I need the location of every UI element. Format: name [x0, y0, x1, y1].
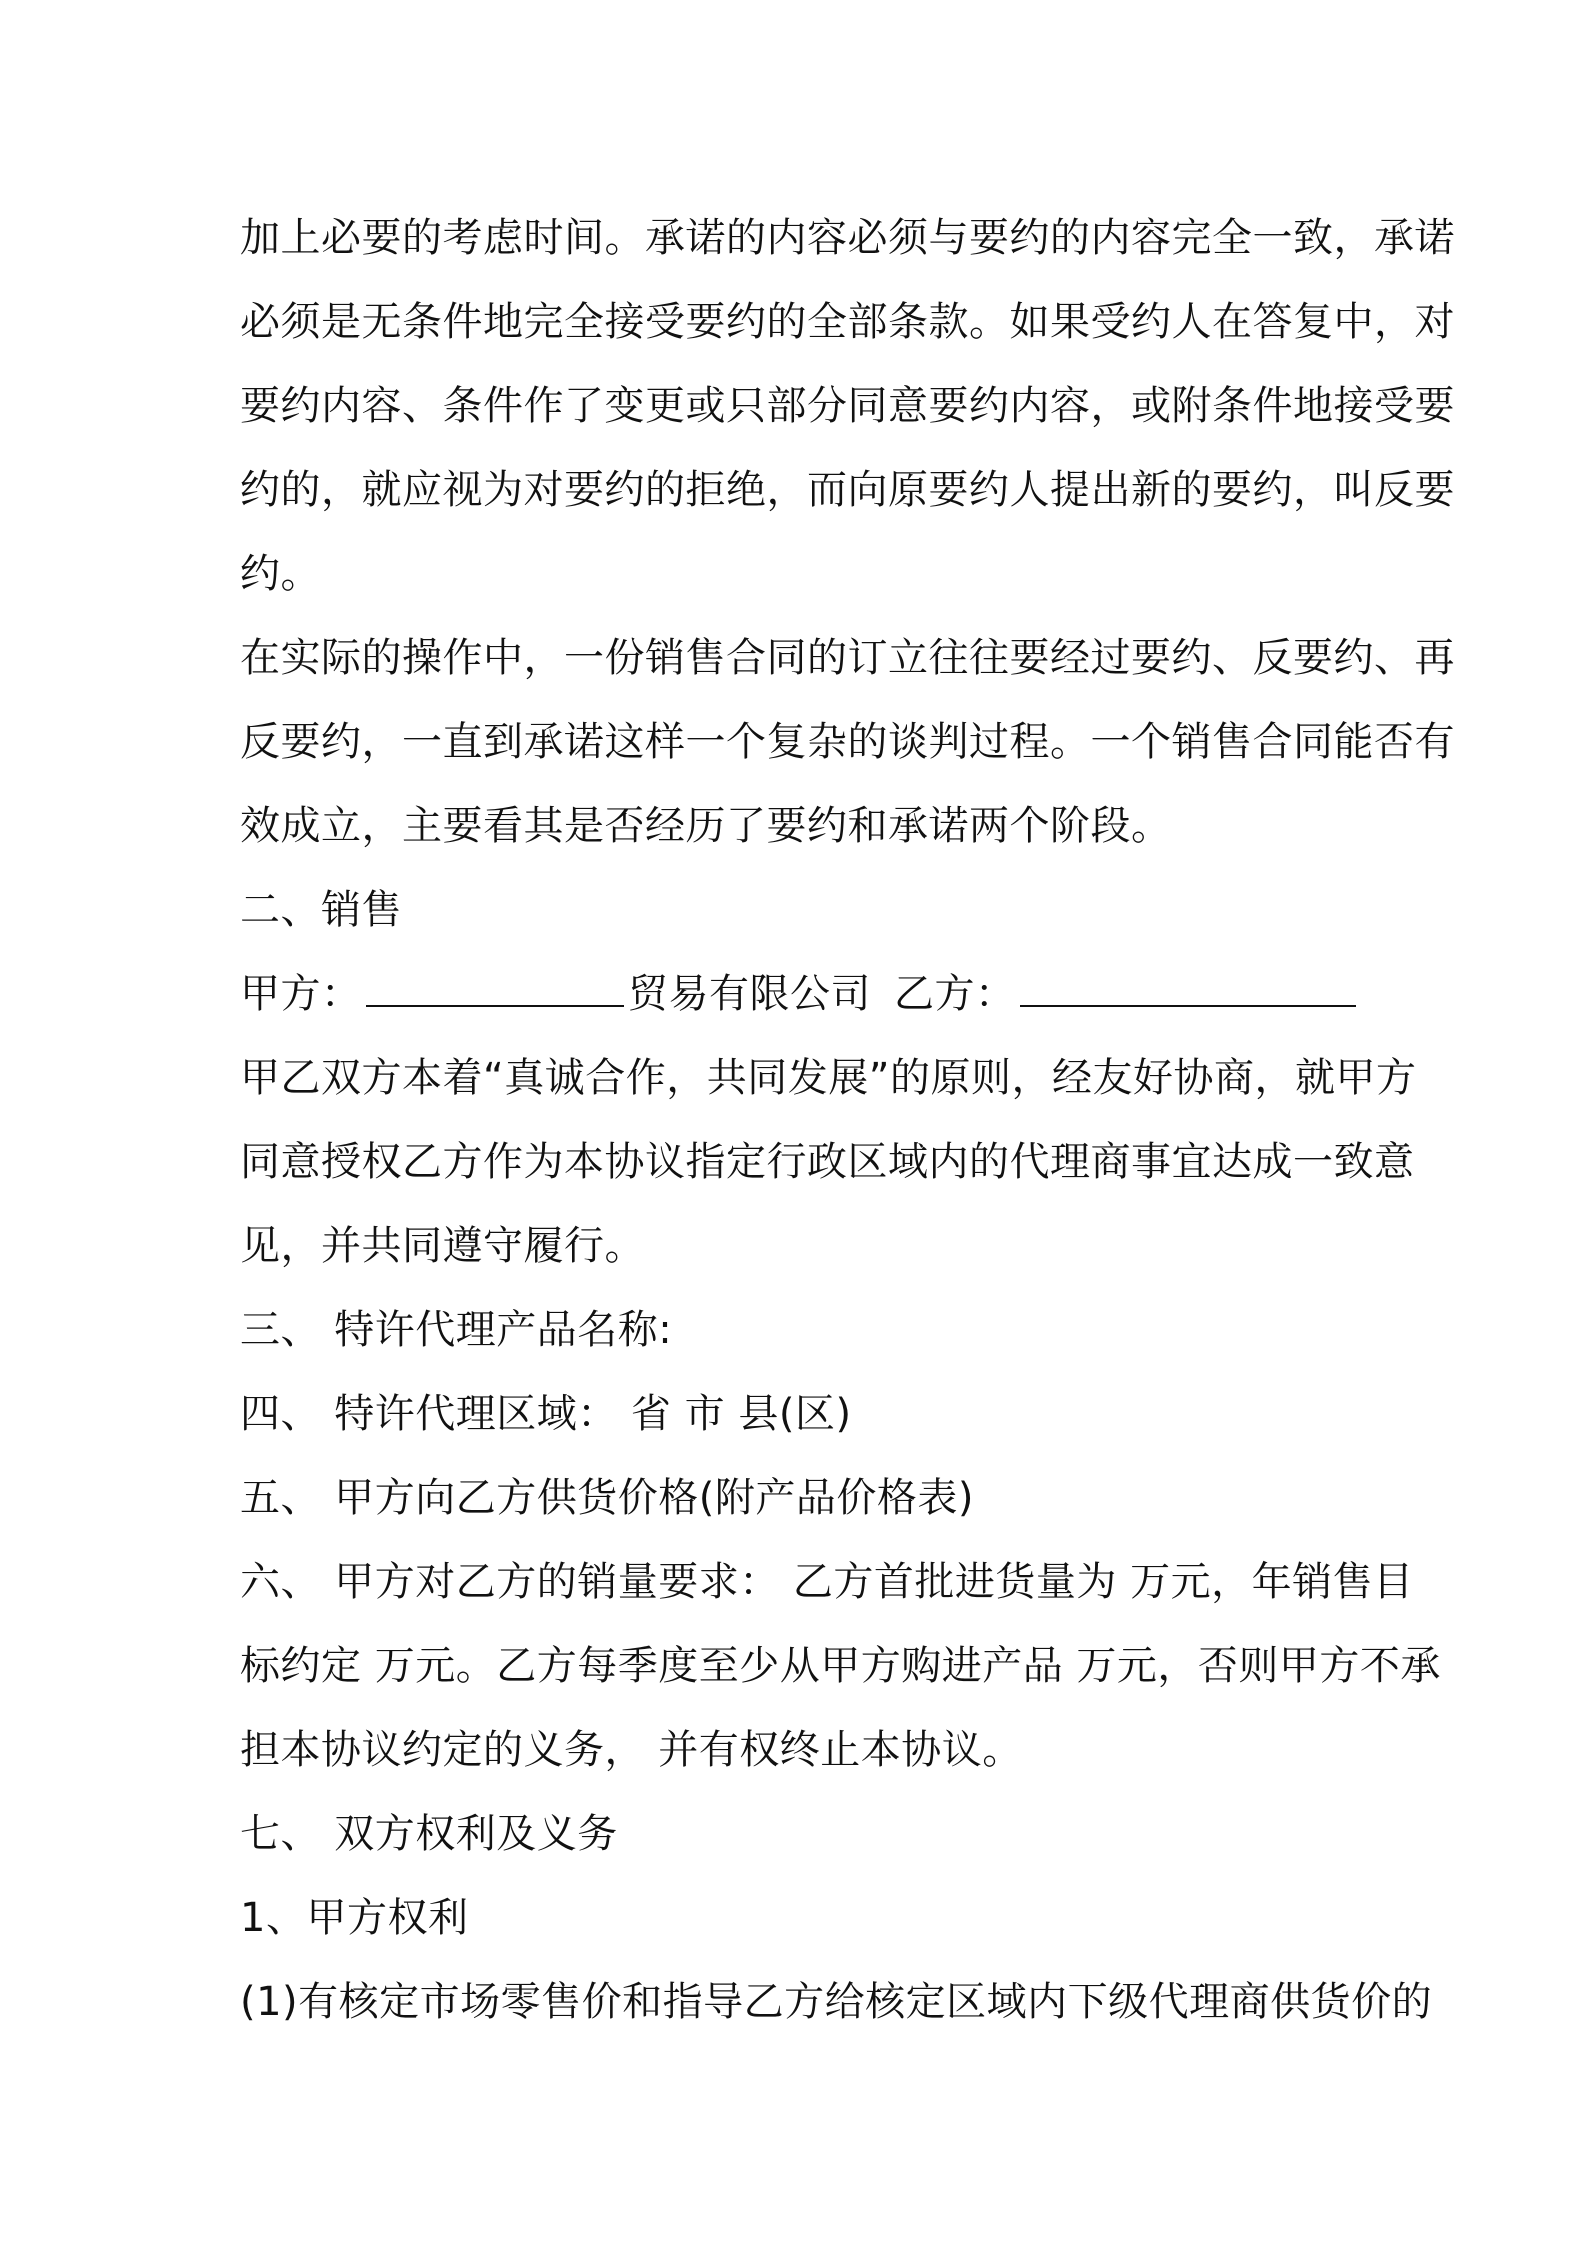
paragraph-line: 在实际的操作中，一份销售合同的订立往往要经过要约、反要约、再 [240, 635, 1455, 681]
subsection-heading: 1、甲方权利 [240, 1895, 469, 1941]
party-b-label: 乙方： [894, 971, 1016, 1017]
paragraph-line: 反要约，一直到承诺这样一个复杂的谈判过程。一个销售合同能否有 [240, 719, 1455, 765]
paragraph-line: 标约定 万元。乙方每季度至少从甲方购进产品 万元，否则甲方不承 [240, 1643, 1441, 1689]
clause-heading: 五、 甲方向乙方供货价格(附产品价格表) [240, 1475, 974, 1521]
party-b-blank [1020, 971, 1356, 1007]
paragraph-line: 约的，就应视为对要约的拒绝，而向原要约人提出新的要约，叫反要 [240, 467, 1455, 513]
paragraph-line: 同意授权乙方作为本协议指定行政区域内的代理商事宜达成一致意 [240, 1139, 1415, 1185]
parties-line [240, 952, 1360, 1036]
document-body [240, 196, 1455, 2044]
paragraph-line: 担本协议约定的义务， 并有权终止本协议。 [240, 1727, 1023, 1773]
clause-heading: 七、 双方权利及义务 [240, 1811, 618, 1857]
paragraph-line: 效成立，主要看其是否经历了要约和承诺两个阶段。 [240, 803, 1172, 849]
paragraph-line: (1)有核定市场零售价和指导乙方给核定区域内下级代理商供货价的 [240, 1979, 1433, 2025]
paragraph-line: 甲乙双方本着“真诚合作，共同发展”的原则，经友好协商，就甲方 [240, 1055, 1417, 1101]
paragraph-line: 加上必要的考虑时间。承诺的内容必须与要约的内容完全一致，承诺 [240, 215, 1455, 261]
clause-heading: 三、 特许代理产品名称: [240, 1307, 673, 1353]
party-a-blank [366, 971, 625, 1007]
paragraph-line: 约。 [240, 551, 321, 597]
paragraph-line: 六、 甲方对乙方的销量要求： 乙方首批进货量为 万元，年销售目 [240, 1559, 1414, 1605]
party-a-label: 甲方： [240, 971, 362, 1017]
paragraph-line: 必须是无条件地完全接受要约的全部条款。如果受约人在答复中，对 [240, 299, 1455, 345]
paragraph-line: 要约内容、条件作了变更或只部分同意要约内容，或附条件地接受要 [240, 383, 1455, 429]
section-heading: 二、销售 [240, 887, 402, 933]
paragraph-line: 见，并共同遵守履行。 [240, 1223, 645, 1269]
clause-heading: 四、 特许代理区域： 省 市 县(区) [240, 1391, 852, 1437]
party-a-suffix: 贸易有限公司 [628, 971, 872, 1017]
